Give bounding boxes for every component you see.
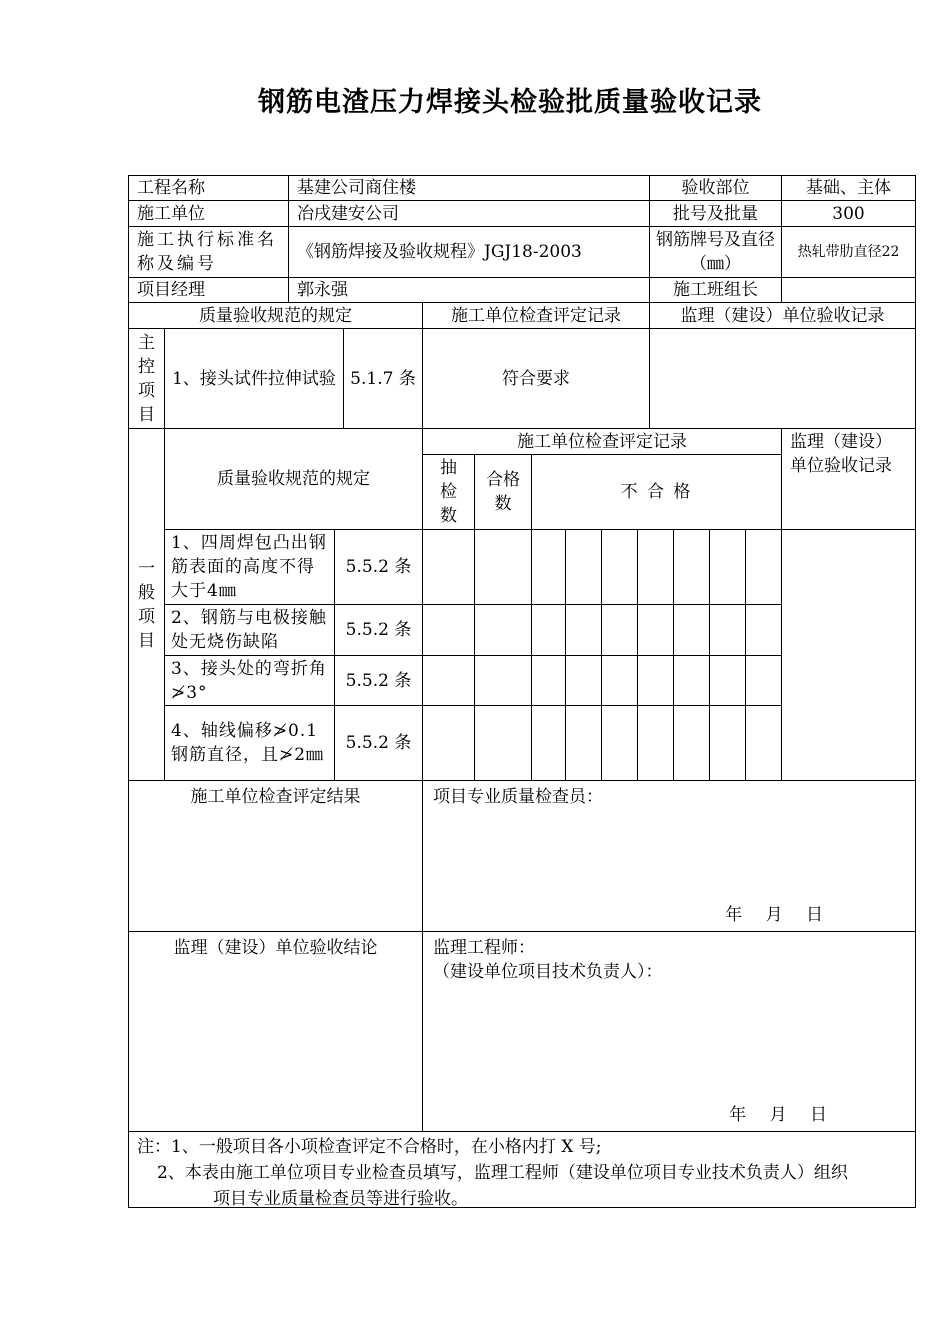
sample-count-cell [422, 529, 475, 605]
general-item-text: 1、四周焊包凸出钢筋表面的高度不得大于4㎜ [164, 529, 335, 605]
pass-count-header: 合格数 [474, 454, 532, 530]
fail-mark-cell [601, 655, 638, 706]
fail-mark-cell [637, 705, 674, 781]
acceptance-part-value: 基础、主体 [781, 175, 916, 201]
fail-mark-cell [745, 529, 782, 605]
general-spec-header: 质量验收规范的规定 [164, 428, 423, 530]
team-leader-label: 施工班组长 [649, 277, 782, 303]
fail-mark-cell [637, 655, 674, 706]
contractor-result-cell [422, 780, 916, 932]
main-control-result: 符合要求 [422, 328, 650, 429]
quality-inspector-label: 项目专业质量检查员： [433, 787, 603, 807]
construction-unit-value: 冶戌建安公司 [288, 200, 650, 227]
steel-grade-label: 钢筋牌号及直径（㎜） [649, 226, 782, 278]
standard-label: 施工执行标准名称及编号 [128, 226, 289, 278]
project-name-value: 基建公司商住楼 [288, 175, 650, 201]
general-item-clause: 5.5.2 条 [334, 705, 423, 781]
general-supervisor-header: 监理（建设）单位验收记录 [781, 428, 916, 530]
general-contractor-header: 施工单位检查评定记录 [422, 428, 782, 455]
general-item-text: 4、轴线偏移≯0.1钢筋直径，且≯2㎜ [164, 705, 335, 781]
acceptance-part-label: 验收部位 [649, 175, 782, 201]
general-item-text: 3、接头处的弯折角≯3° [164, 655, 335, 706]
contractor-result-date: 年 月 日 [725, 905, 825, 925]
fail-mark-cell [637, 529, 674, 605]
sample-count-cell [422, 604, 475, 656]
team-leader-value [781, 277, 916, 303]
supervisor-conclusion-cell [422, 931, 916, 1132]
main-control-clause: 5.1.7 条 [343, 328, 423, 429]
fail-mark-cell [673, 655, 710, 706]
owner-tech-lead-label: （建设单位项目技术负责人）： [433, 962, 663, 982]
construction-unit-label: 施工单位 [128, 200, 289, 227]
fail-mark-cell [745, 604, 782, 656]
note-line-3: 项目专业质量检查员等进行验收。 [213, 1189, 468, 1209]
fail-mark-cell [709, 705, 746, 781]
spec-column-header: 质量验收规范的规定 [128, 302, 423, 329]
main-control-supervisor-cell [649, 328, 916, 429]
supervisor-conclusion-date: 年 月 日 [729, 1105, 829, 1125]
steel-grade-value: 热轧带肋直径22 [781, 226, 916, 278]
contractor-record-header: 施工单位检查评定记录 [422, 302, 650, 329]
fail-mark-cell [673, 529, 710, 605]
main-control-item: 1、接头试件拉伸试验 [164, 328, 344, 429]
sample-count-header: 抽检数 [422, 454, 475, 530]
general-item-text: 2、钢筋与电极接触处无烧伤缺陷 [164, 604, 335, 656]
supervisor-conclusion-label: 监理（建设）单位验收结论 [128, 931, 423, 1132]
fail-mark-cell [531, 655, 566, 706]
fail-mark-cell [709, 604, 746, 656]
standard-value: 《钢筋焊接及验收规程》JGJ18-2003 [288, 226, 650, 278]
fail-mark-cell [565, 655, 602, 706]
fail-mark-cell [637, 604, 674, 656]
general-supervisor-cell [781, 529, 916, 781]
fail-mark-cell [745, 655, 782, 706]
pass-count-cell [474, 705, 532, 781]
fail-mark-cell [531, 529, 566, 605]
fail-mark-cell [745, 705, 782, 781]
general-item-clause: 5.5.2 条 [334, 529, 423, 605]
page-title: 钢筋电渣压力焊接头检验批质量验收记录 [258, 87, 762, 118]
sample-count-cell [422, 655, 475, 706]
fail-mark-cell [531, 705, 566, 781]
pass-count-cell [474, 655, 532, 706]
contractor-result-label: 施工单位检查评定结果 [128, 780, 423, 932]
supervisor-record-header: 监理（建设）单位验收记录 [649, 302, 916, 329]
supervising-engineer-label: 监理工程师： [433, 938, 535, 958]
note-line-1: 注：1、一般项目各小项检查评定不合格时，在小格内打 X 号; [137, 1137, 602, 1157]
manager-label: 项目经理 [128, 277, 289, 303]
fail-mark-cell [601, 604, 638, 656]
batch-value: 300 [781, 200, 916, 227]
fail-mark-cell [709, 655, 746, 706]
manager-value: 郭永强 [288, 277, 650, 303]
note-line-2: 2、本表由施工单位项目专业检查员填写，监理工程师（建设单位项目专业技术负责人）组织 [157, 1163, 848, 1183]
main-control-label: 主控项目 [128, 328, 165, 429]
project-name-label: 工程名称 [128, 175, 289, 201]
fail-mark-cell [601, 705, 638, 781]
fail-header: 不 合 格 [531, 454, 782, 530]
batch-label: 批号及批量 [649, 200, 782, 227]
pass-count-cell [474, 529, 532, 605]
general-items-label: 一般项目 [128, 428, 165, 781]
fail-mark-cell [565, 705, 602, 781]
fail-mark-cell [531, 604, 566, 656]
notes [128, 1131, 916, 1208]
sample-count-cell [422, 705, 475, 781]
general-item-clause: 5.5.2 条 [334, 604, 423, 656]
fail-mark-cell [565, 604, 602, 656]
general-item-clause: 5.5.2 条 [334, 655, 423, 706]
pass-count-cell [474, 604, 532, 656]
fail-mark-cell [565, 529, 602, 605]
fail-mark-cell [601, 529, 638, 605]
fail-mark-cell [673, 705, 710, 781]
fail-mark-cell [709, 529, 746, 605]
fail-mark-cell [673, 604, 710, 656]
